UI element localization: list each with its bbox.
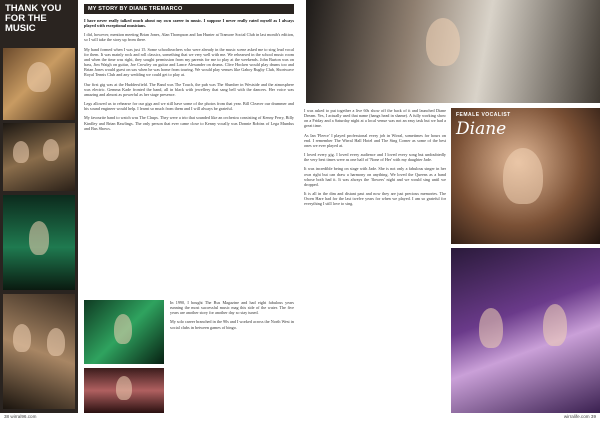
article-paragraph: My solo career branched in the 90s and I worked across the North West in social clubs in between games of bingo.: [170, 319, 295, 330]
photo-singer-portrait: [3, 48, 75, 120]
vocalist-name: Diane: [456, 119, 507, 139]
article-header-bar: MY STORY BY DIANE TREMARCO: [84, 4, 294, 14]
article-lead: I have never really talked much about my own career in music. I suppose I never really rated myself as I always played with exceptional musicians.: [84, 18, 294, 29]
article-paragraph: As Ian 'Fleece' I played professional every job in Wirral, sometimes for hours on end. I remember The Wirral Hall Hotel and The Sing Corner as some of the best ones we ever played at.: [304, 132, 446, 148]
article-paragraph: I loved every gig. I loved every audience and I loved every song but undoubtedly the very best times were as one half of 'None of Her' with my daughter Jade.: [304, 152, 446, 163]
photo-green-stage: [84, 300, 164, 364]
vocalist-label: FEMALE VOCALIST: [456, 112, 511, 118]
article-paragraph: My band formed when I was just 15. Some schoolteachers who were already in the music scene asked me to sing lead vocal for them. It was mainly rock and roll classics, something that we very well with me. We rehearsed in the school music room and when the time was right, they sought permission from my parents for me to play at the weekends. John Burton was on bass, Jim Waigh on guitar, Joe Crowley on guitar and Lance Alexander on drums. Clive Hocken would play drums too and Brian Jones would guest on sax when he was home from touring. We would play venues like Gaboy Rugby Club, Shortwave Royal Tennis Club and any wedding we could get to play at.: [84, 46, 294, 78]
photo-group-portrait: [3, 294, 75, 409]
photo-red-stage: [84, 368, 164, 413]
photo-top-right-singer: [306, 0, 600, 103]
photo-performance-green: [3, 195, 75, 290]
article-column-1: [84, 18, 294, 135]
left-sidebar-column: [0, 0, 78, 413]
article-paragraph: It was incredible being on stage with Jade. She is not only a fabulous singer in her own right but can draw a harmony on anything. We loved the Queens as a band whose both had it. It was always the 'flowers' night and we would sing until we dropped.: [304, 166, 446, 187]
article-paragraph: Our first gig was at the Huddersfield. The Band was The Touch, the pub was The Slumber in Westside and the atmosphere was electric. Gemma Kade fronted the band, all in black with jewellery that sang bell with the dancers. Her voice was amazing and almost as powerful as her stage presence.: [84, 81, 294, 97]
article-paragraph: My favourite band to watch was The Clasps. They were a trio that sounded like an orchestra consisting of Kenny Ferry, Billy Kindley and Brian Rawlings. The only person that ever came close to Kenny vocally was Donnie Robins of Lega Mundus and Bus Shows.: [84, 115, 294, 131]
article-column-3: [170, 300, 294, 334]
article-column-2: [304, 108, 446, 211]
photo-stage-duo: [451, 248, 600, 413]
article-paragraph: Legs allowed us to rehearse for our gigs and we still have some of the photos from that year. Bill Cleaver our drummer and his sound engineer would help. I learnt so much from them and I will always be grateful.: [84, 101, 294, 112]
article-paragraph: It is all in the dim and distant past and now they are just precious memories. The Owen Hare had for the last twelve years for when we played. I am so grateful for everything I still love to sing.: [304, 191, 446, 207]
section-title: THANK YOU FOR THE MUSIC: [5, 3, 62, 34]
photo-band-stage: [3, 123, 75, 191]
article-paragraph: I was asked to put together a live 60s show off the back of it and launched Diane Dream. Yes, I actually used that name (hangs head in shame). A fully working show on a Friday and a Saturday night at a local venue was not an easy task but we had a great time.: [304, 108, 446, 129]
article-paragraph: I did, however, mention meeting Brian Jones, Alan Thompson and Ian Hunter at Tramore Social Club in last month's edition, so I will take the story up from there.: [84, 32, 294, 43]
article-paragraph: In 1990, I bought The Bus Magazine and had eight fabulous years running the most successful music mag this side of the water. The five years are another story for another day so stay tuned.: [170, 300, 294, 316]
page-footer-left: 38 wirral96.com: [4, 414, 37, 419]
page-footer-right: wirralife.com 39: [563, 414, 596, 419]
